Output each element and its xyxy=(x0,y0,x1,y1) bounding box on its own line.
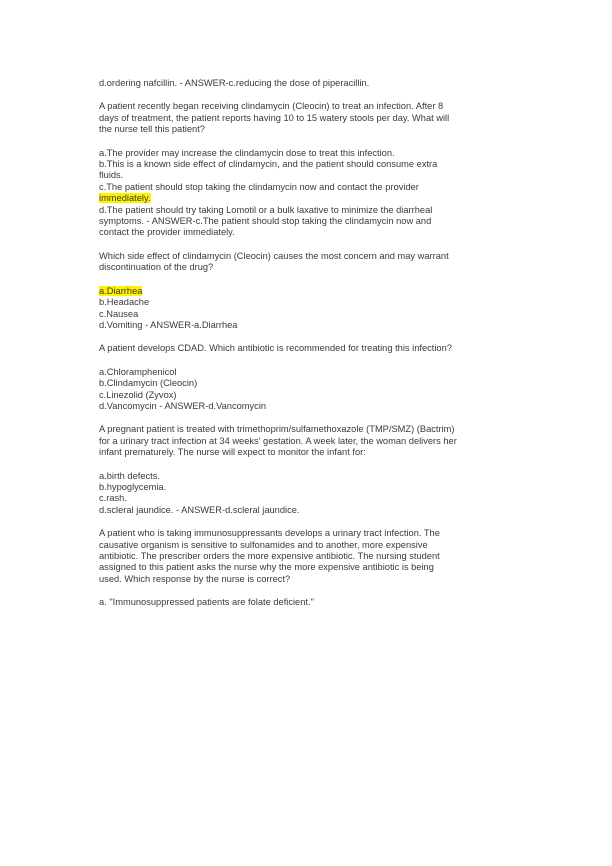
text-line: b.Clindamycin (Cleocin) xyxy=(99,378,198,389)
text-line: c.The patient should stop taking the clindamycin now and contact the provider xyxy=(99,181,419,192)
highlighted-text: immediately. xyxy=(99,193,151,204)
text-line: symptoms. - ANSWER-c.The patient should stop taking the clindamycin now and xyxy=(99,216,432,227)
text-line: b.hypoglycemia. xyxy=(99,481,167,492)
text-line: A patient develops CDAD. Which antibiotic is recommended for treating this infection? xyxy=(99,343,452,354)
text-line: c.Nausea xyxy=(99,308,139,319)
text-line: discontinuation of the drug? xyxy=(99,262,214,273)
paragraph xyxy=(99,251,509,274)
text-line: b.This is a known side effect of clindamycin, and the patient should consume extra xyxy=(99,159,438,170)
text-line: assigned to this patient asks the nurse why the more expensive antibiotic is being xyxy=(99,562,434,573)
text-line xyxy=(99,286,509,297)
text-line: contact the provider immediately. xyxy=(99,227,235,238)
text-line: used. Which response by the nurse is correct? xyxy=(99,573,291,584)
text-line: A patient recently began receiving clindamycin (Cleocin) to treat an infection. After 8 xyxy=(99,101,444,112)
text-line: for a urinary tract infection at 34 weeks' gestation. A week later, the woman delivers her xyxy=(99,435,457,446)
paragraph xyxy=(99,78,509,89)
text-line: Which side effect of clindamycin (Cleocin) causes the most concern and may warrant xyxy=(99,250,449,261)
text-line: d.Vancomycin - ANSWER-d.Vancomycin xyxy=(99,400,267,411)
text-line: d.scleral jaundice. - ANSWER-d.scleral jaundice. xyxy=(99,504,300,515)
paragraph xyxy=(99,597,509,608)
text-line: d.ordering nafcillin. - ANSWER-c.reducing the dose of piperacillin. xyxy=(99,78,370,88)
text-line xyxy=(99,193,509,204)
text-line: a.Chloramphenicol xyxy=(99,366,177,377)
paragraph xyxy=(99,424,509,458)
text-line: b.Headache xyxy=(99,297,150,308)
text-line: a.birth defects. xyxy=(99,470,160,481)
text-line: a. "Immunosuppressed patients are folate deficient." xyxy=(99,597,314,608)
text-line: a.The provider may increase the clindamycin dose to treat this infection. xyxy=(99,147,395,158)
paragraph xyxy=(99,101,509,135)
text-line: d.The patient should try taking Lomotil or a bulk laxative to minimize the diarrheal xyxy=(99,204,433,215)
text-line: A pregnant patient is treated with trimethoprim/sulfamethoxazole (TMP/SMZ) (Bactrim) xyxy=(99,424,455,435)
text-line: d.Vomiting - ANSWER-a.Diarrhea xyxy=(99,319,238,330)
text-line: fluids. xyxy=(99,170,124,181)
document-body xyxy=(99,78,509,621)
paragraph xyxy=(99,471,509,517)
paragraph xyxy=(99,343,509,354)
paragraph xyxy=(99,286,509,332)
text-line: c.Linezolid (Zyvox) xyxy=(99,389,177,400)
text-line: causative organism is sensitive to sulfonamides and to another, more expensive xyxy=(99,539,428,550)
paragraph xyxy=(99,148,509,239)
text-line: infant prematurely. The nurse will expect to monitor the infant for: xyxy=(99,447,366,458)
paragraph xyxy=(99,528,509,585)
text-line: antibiotic. The prescriber orders the more expensive antibiotic. The nursing student xyxy=(99,551,440,561)
text-line: the nurse tell this patient? xyxy=(99,124,205,135)
highlighted-text: a.Diarrhea xyxy=(99,285,143,296)
text-line: c.rash. xyxy=(99,493,127,504)
text-line: days of treatment, the patient reports having 10 to 15 watery stools per day. What will xyxy=(99,112,450,123)
paragraph xyxy=(99,367,509,413)
text-line: A patient who is taking immunosuppressants develops a urinary tract infection. The xyxy=(99,528,440,539)
